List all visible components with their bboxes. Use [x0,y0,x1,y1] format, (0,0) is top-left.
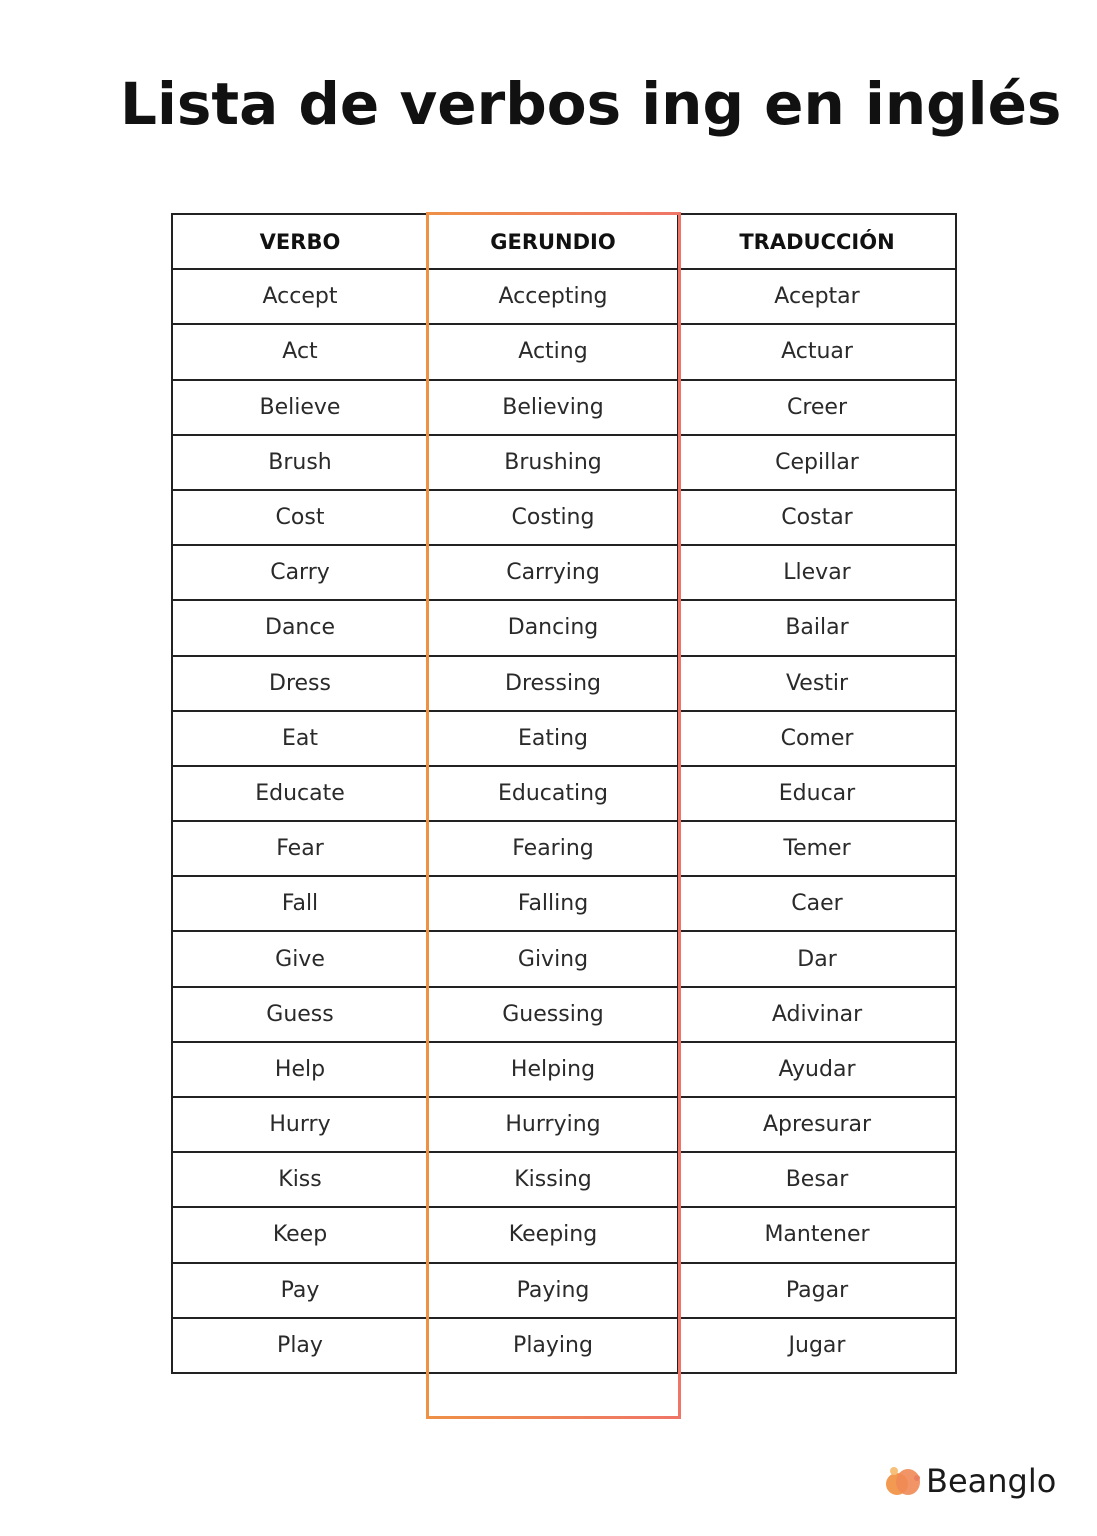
header-traduccion: TRADUCCIÓN [678,214,956,269]
cell-traduccion: Comer [678,711,956,766]
cell-gerundio: Giving [428,931,678,986]
cell-verbo: Brush [172,435,428,490]
cell-gerundio: Acting [428,324,678,379]
table-row [172,987,956,1042]
cell-gerundio: Keeping [428,1207,678,1262]
cell-gerundio: Hurrying [428,1097,678,1152]
table-row [172,876,956,931]
cell-traduccion: Dar [678,931,956,986]
verbs-table [171,213,957,1374]
table-row [172,324,956,379]
cell-verbo: Act [172,324,428,379]
cell-gerundio: Falling [428,876,678,931]
cell-traduccion: Apresurar [678,1097,956,1152]
cell-gerundio: Eating [428,711,678,766]
cell-verbo: Keep [172,1207,428,1262]
cell-traduccion: Temer [678,821,956,876]
cell-verbo: Help [172,1042,428,1097]
cell-traduccion: Creer [678,380,956,435]
table-row [172,490,956,545]
cell-verbo: Hurry [172,1097,428,1152]
table-row [172,545,956,600]
brand-logo [884,1462,1056,1500]
cell-traduccion: Costar [678,490,956,545]
cell-gerundio: Accepting [428,269,678,324]
table-row [172,656,956,711]
table-row [172,1318,956,1373]
cell-gerundio: Believing [428,380,678,435]
cell-gerundio: Helping [428,1042,678,1097]
cell-verbo: Give [172,931,428,986]
brand-name: Beanglo [926,1462,1057,1500]
cell-gerundio: Costing [428,490,678,545]
cell-traduccion: Mantener [678,1207,956,1262]
table-row [172,821,956,876]
cell-verbo: Accept [172,269,428,324]
cell-gerundio: Playing [428,1318,678,1373]
table-row [172,1042,956,1097]
cell-verbo: Dress [172,656,428,711]
cell-verbo: Cost [172,490,428,545]
table-row [172,711,956,766]
cell-gerundio: Educating [428,766,678,821]
verbs-table-container [171,213,955,1374]
cell-verbo: Fear [172,821,428,876]
table-row [172,1097,956,1152]
cell-verbo: Educate [172,766,428,821]
cell-gerundio: Paying [428,1263,678,1318]
header-verbo: VERBO [172,214,428,269]
cell-verbo: Kiss [172,1152,428,1207]
table-row [172,766,956,821]
cell-verbo: Play [172,1318,428,1373]
cell-traduccion: Besar [678,1152,956,1207]
cell-verbo: Eat [172,711,428,766]
cell-gerundio: Guessing [428,987,678,1042]
table-row [172,1207,956,1262]
table-row [172,931,956,986]
table-row [172,1263,956,1318]
cell-traduccion: Llevar [678,545,956,600]
cell-verbo: Pay [172,1263,428,1318]
cell-gerundio: Brushing [428,435,678,490]
cell-traduccion: Bailar [678,600,956,655]
cell-verbo: Guess [172,987,428,1042]
table-row [172,435,956,490]
cell-gerundio: Dressing [428,656,678,711]
cell-traduccion: Aceptar [678,269,956,324]
cell-gerundio: Fearing [428,821,678,876]
table-header-row [172,214,956,269]
cell-traduccion: Pagar [678,1263,956,1318]
table-row [172,380,956,435]
cell-traduccion: Caer [678,876,956,931]
table-row [172,600,956,655]
cell-verbo: Carry [172,545,428,600]
table-row [172,1152,956,1207]
cell-traduccion: Ayudar [678,1042,956,1097]
cell-traduccion: Jugar [678,1318,956,1373]
cell-gerundio: Dancing [428,600,678,655]
header-gerundio: GERUNDIO [428,214,678,269]
cell-gerundio: Kissing [428,1152,678,1207]
table-row [172,269,956,324]
page-title: Lista de verbos ing en inglés [120,70,1062,138]
cell-traduccion: Educar [678,766,956,821]
cell-traduccion: Adivinar [678,987,956,1042]
bean-logo-icon [884,1465,924,1497]
cell-verbo: Believe [172,380,428,435]
cell-traduccion: Actuar [678,324,956,379]
cell-verbo: Fall [172,876,428,931]
cell-verbo: Dance [172,600,428,655]
cell-traduccion: Vestir [678,656,956,711]
cell-gerundio: Carrying [428,545,678,600]
cell-traduccion: Cepillar [678,435,956,490]
